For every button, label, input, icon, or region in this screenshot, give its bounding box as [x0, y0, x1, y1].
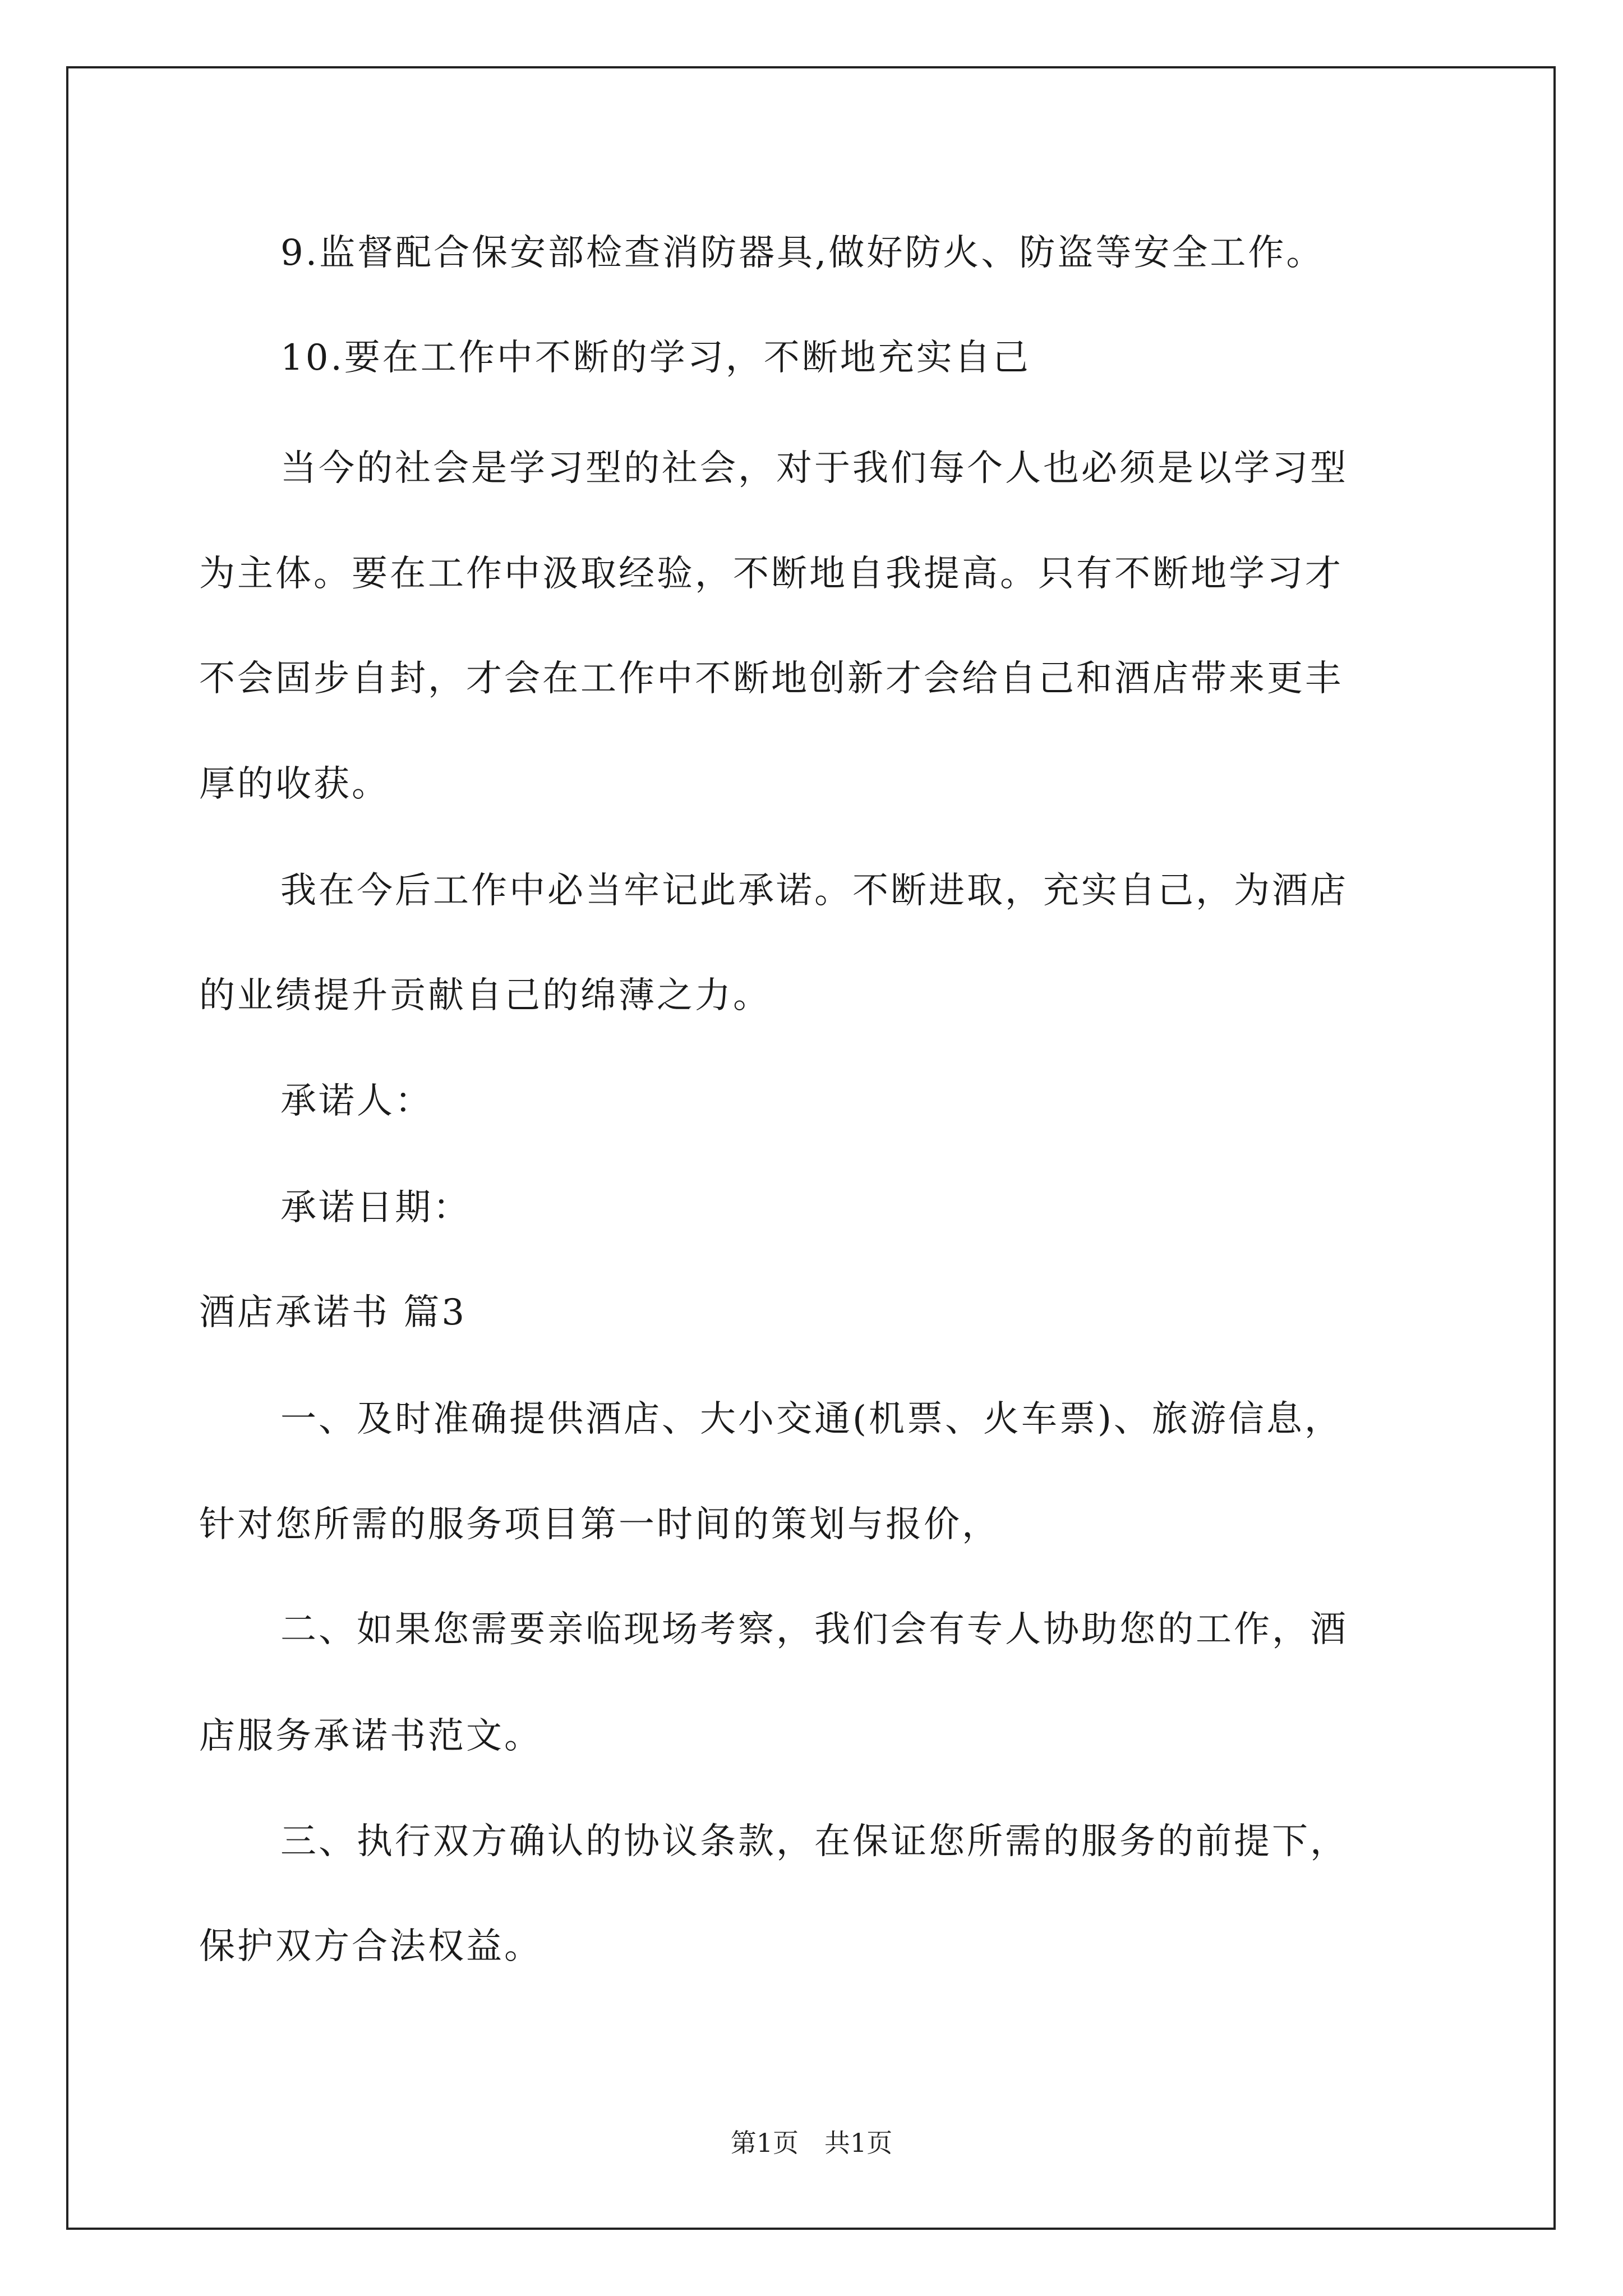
clause-line: 保护双方合法权益。	[199, 1926, 542, 1967]
clause-line: 三、执行双方确认的协议条款，在保证您所需的服务的前提下，	[280, 1821, 1348, 1862]
page-number: 第1页	[730, 2128, 799, 2158]
page-total: 共1页	[824, 2128, 893, 2158]
clause-line: 针对您所需的服务项目第一时间的策划与报价，	[199, 1504, 1000, 1545]
section-heading: 酒店承诺书 篇3	[199, 1292, 467, 1333]
clause-line: 店服务承诺书范文。	[199, 1715, 542, 1757]
paragraph-line: 厚的收获。	[199, 763, 390, 805]
page-border	[66, 66, 1556, 2230]
paragraph-line: 我在今后工作中必当牢记此承诺。不断进取，充实自己，为酒店	[280, 870, 1348, 912]
promisor-label: 承诺人：	[280, 1080, 433, 1122]
paragraph-line: 的业绩提升贡献自己的绵薄之力。	[199, 975, 771, 1016]
list-item-9: 9.监督配合保安部检查消防器具,做好防火、防盗等安全工作。	[280, 232, 1325, 274]
paragraph-line: 为主体。要在工作中汲取经验，不断地自我提高。只有不断地学习才	[199, 553, 1343, 595]
paragraph-line: 当今的社会是学习型的社会，对于我们每个人也必须是以学习型	[280, 448, 1348, 489]
page-footer	[0, 2126, 1623, 2160]
paragraph-line: 不会固步自封，才会在工作中不断地创新才会给自己和酒店带来更丰	[199, 658, 1343, 700]
clause-line: 一、及时准确提供酒店、大小交通(机票、火车票)、旅游信息，	[280, 1398, 1343, 1440]
clause-line: 二、如果您需要亲临现场考察，我们会有专人协助您的工作，酒	[280, 1609, 1348, 1650]
list-item-10: 10.要在工作中不断的学习，不断地充实自己	[280, 337, 1031, 379]
promise-date-label: 承诺日期：	[280, 1187, 471, 1228]
